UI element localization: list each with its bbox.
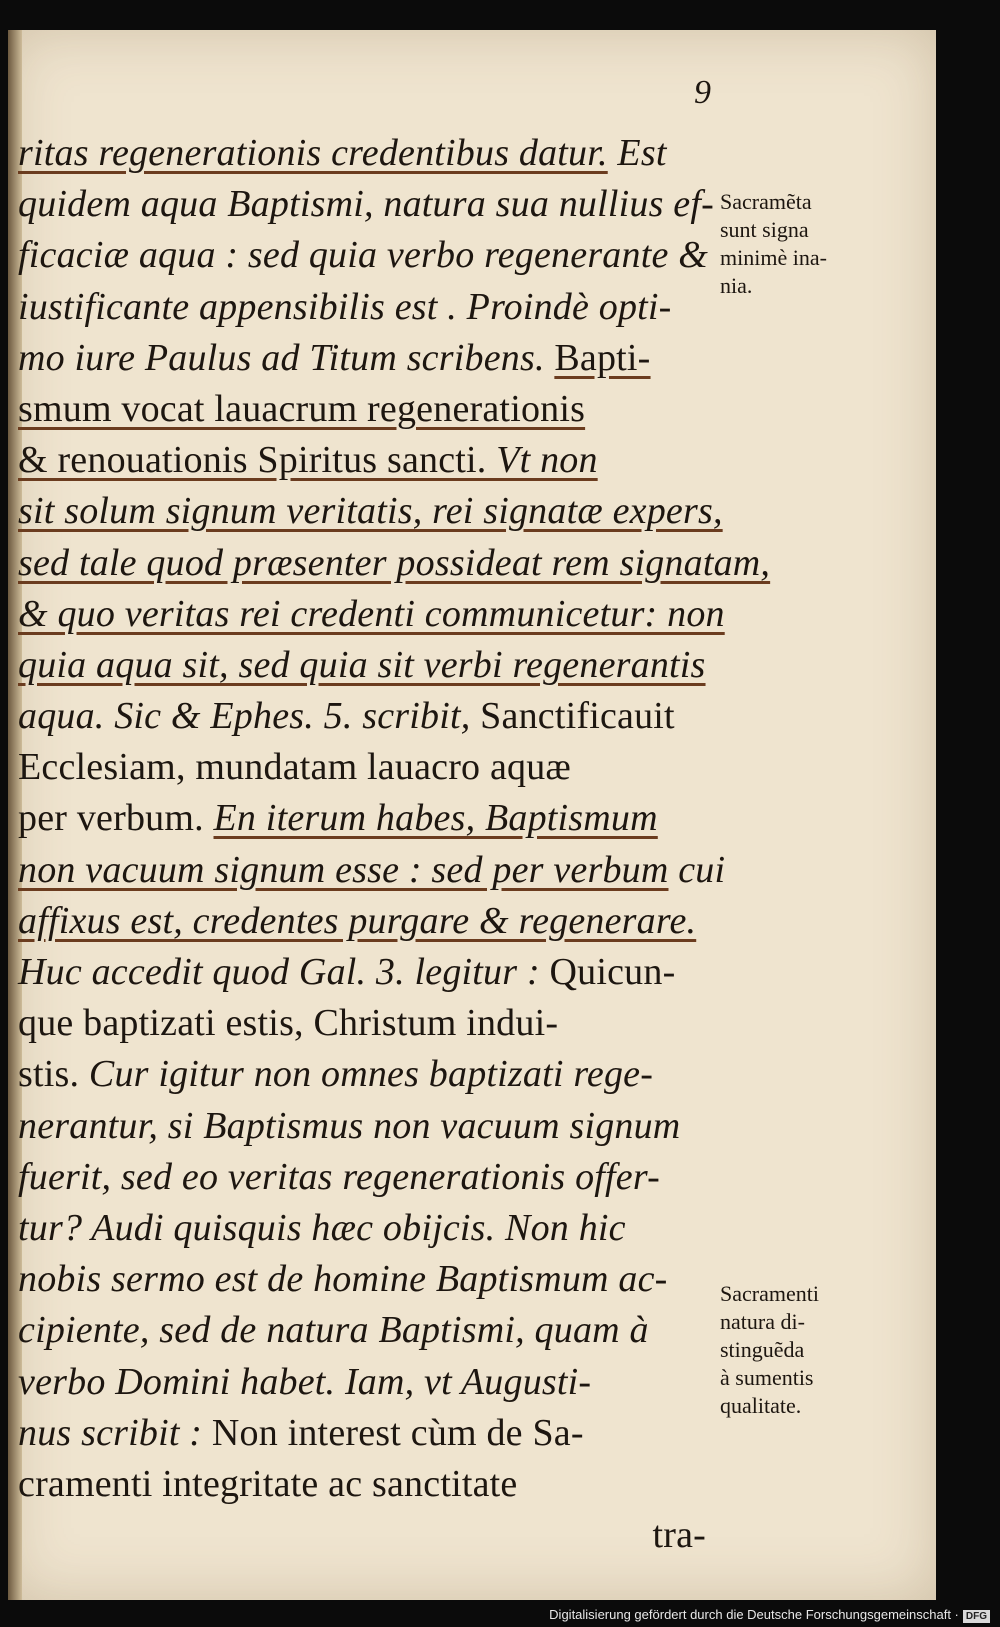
text-line — [18, 1510, 718, 1561]
text-line — [18, 691, 718, 742]
text-segment: ritas regenerationis credentibus datur. — [18, 132, 608, 174]
margin-note-line: à sumentis — [720, 1365, 814, 1390]
text-segment: cipiente, sed de natura Baptismi, quam à — [18, 1309, 649, 1352]
text-line — [18, 282, 718, 333]
text-segment: stis. — [18, 1053, 89, 1096]
text-segment: aqua. Sic & Ephes. 5. scribit, — [18, 695, 481, 738]
text-line — [18, 128, 718, 179]
text-segment: non vacuum signum esse : sed per verbum — [18, 848, 669, 891]
text-segment: Cur igitur non omnes baptizati rege- — [88, 1053, 654, 1096]
text-line — [18, 1203, 718, 1254]
margin-note-line: qualitate. — [720, 1393, 802, 1418]
text-segment: Huc accedit quod Gal. 3. legitur : — [18, 951, 550, 993]
text-line — [18, 1049, 718, 1100]
digitization-footer — [549, 1607, 990, 1623]
text-segment: per verbum. — [18, 797, 214, 840]
text-line — [18, 538, 771, 589]
text-segment: Ecclesiam, mundatam lauacro aquæ — [18, 746, 571, 789]
text-line — [18, 1459, 718, 1510]
text-line — [18, 333, 718, 384]
text-line — [18, 1152, 718, 1203]
text-segment: Vt non — [486, 439, 598, 482]
text-segment: Non interest cùm de Sa- — [211, 1411, 584, 1454]
text-segment: verbo Domini habet. Iam, vt Augusti- — [18, 1360, 592, 1403]
text-segment: sit solum signum veritatis, rei signatæ expers, — [18, 490, 723, 533]
text-segment: & renouationis Spiritus sancti. — [18, 439, 487, 482]
text-segment: iustificante appensibilis est . Proindè opti- — [18, 285, 672, 328]
text-segment: Sanctificauit — [480, 695, 675, 738]
margin-note-line: stinguẽda — [720, 1337, 805, 1362]
text-line — [18, 589, 725, 640]
text-segment: fuerit, sed eo veritas regenerationis offer- — [18, 1155, 660, 1198]
text-segment: cui — [668, 848, 726, 891]
text-segment: & quo veritas rei credenti communicetur: non — [18, 592, 725, 635]
text-line — [18, 896, 718, 947]
text-segment: nus scribit : — [18, 1411, 212, 1454]
text-line — [18, 1357, 718, 1408]
text-segment: quia aqua sit, sed quia sit verbi regenerantis — [18, 643, 706, 686]
margin-note-sacramenti-natura — [720, 1280, 890, 1420]
text-segment: tur? Audi quisquis hæc obijcis. Non hic — [18, 1206, 626, 1249]
text-segment: quidem aqua Baptismi, natura sua nullius ef- — [18, 183, 714, 226]
text-segment: sed tale quod præsenter possideat rem signatam, — [18, 541, 771, 584]
text-line — [18, 230, 718, 281]
text-line — [18, 640, 718, 691]
dfg-logo-badge: DFG — [963, 1610, 990, 1623]
text-line — [18, 947, 718, 998]
text-segment: Quicun- — [549, 951, 676, 993]
text-segment: Est — [607, 132, 667, 174]
text-segment: ficaciæ aqua : sed quia verbo regenerante & — [18, 234, 708, 277]
text-line — [18, 1254, 718, 1305]
text-line — [18, 742, 718, 793]
text-segment: affixus est, credentes purgare & regenerare. — [18, 899, 697, 942]
text-segment: tra- — [652, 1514, 706, 1557]
text-line — [18, 793, 718, 844]
text-line — [18, 1408, 718, 1459]
text-line — [18, 384, 718, 435]
text-segment: nerantur, si Baptismus non vacuum signum — [18, 1104, 681, 1147]
text-segment: que baptizati estis, Christum indui- — [18, 1002, 559, 1045]
page-number: 9 — [694, 74, 711, 111]
book-page — [8, 30, 936, 1600]
text-line — [18, 998, 718, 1049]
text-line — [18, 1305, 718, 1356]
margin-note-sacramenta — [720, 188, 890, 300]
text-line — [18, 179, 718, 230]
text-segment: En iterum habes, Baptismum — [213, 797, 658, 840]
text-line — [18, 1101, 718, 1152]
margin-note-line: minimè ina- — [720, 245, 827, 270]
text-segment: Bapti- — [554, 336, 651, 379]
margin-note-line: sunt signa — [720, 217, 809, 242]
text-segment: nobis sermo est de homine Baptismum ac- — [18, 1258, 668, 1301]
footer-credit: Digitalisierung gefördert durch die Deutsche Forschungsgemeinschaft · — [549, 1607, 959, 1622]
text-segment: cramenti integritate ac sanctitate — [18, 1462, 518, 1505]
margin-note-line: Sacramenti — [720, 1281, 819, 1306]
text-segment: smum vocat lauacrum regenerationis — [18, 387, 586, 430]
margin-note-line: nia. — [720, 273, 753, 298]
margin-note-line: natura di- — [720, 1309, 805, 1334]
text-line — [18, 435, 718, 486]
text-line — [18, 486, 723, 537]
text-line — [18, 845, 726, 896]
text-segment: mo iure Paulus ad Titum scribens. — [18, 336, 555, 379]
margin-note-line: Sacramẽta — [720, 189, 812, 214]
